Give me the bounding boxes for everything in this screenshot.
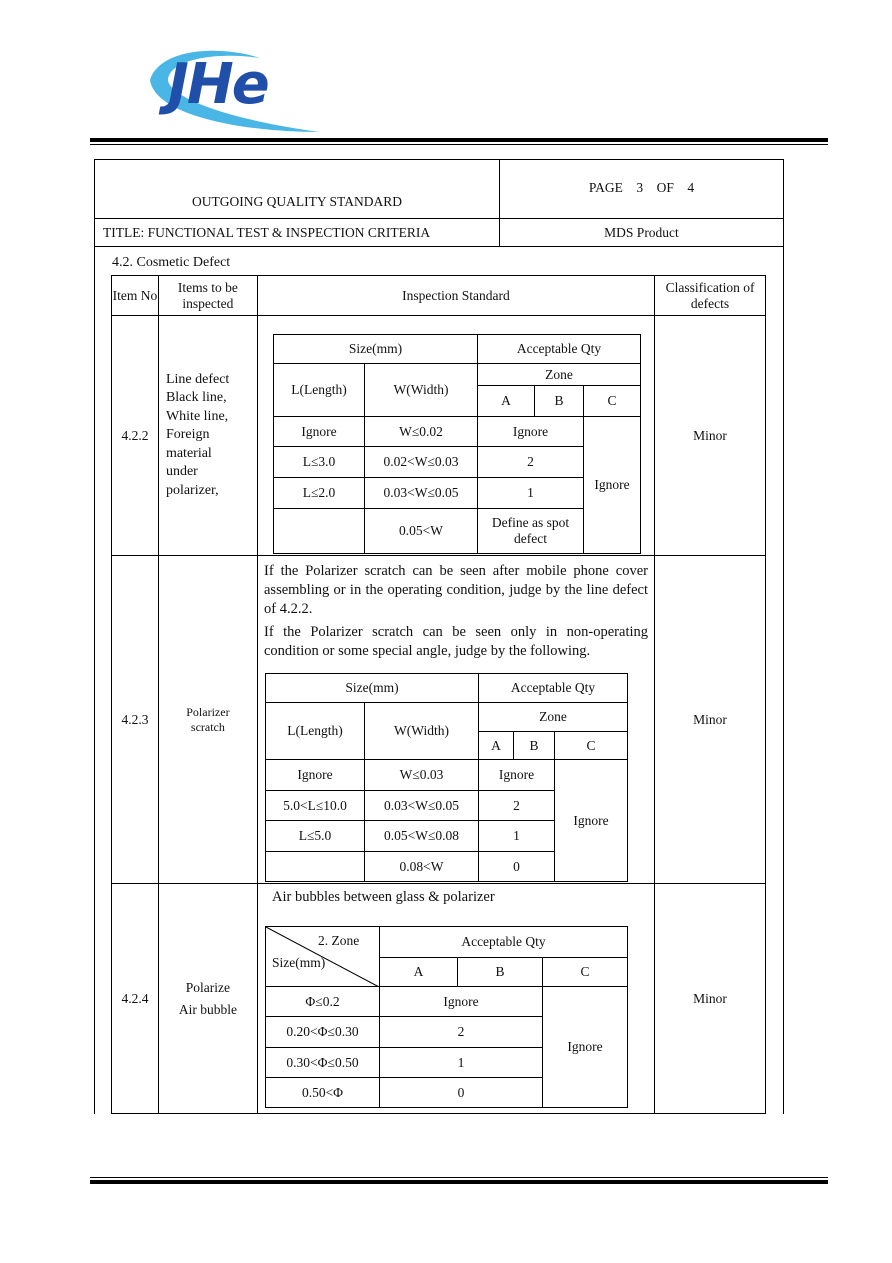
- zone-c: C: [584, 386, 641, 417]
- item-line: polarizer,: [165, 482, 219, 498]
- width-header: W(Width): [365, 364, 478, 417]
- class-423: Minor: [655, 556, 766, 884]
- col-items: Items to be inspected: [158, 276, 257, 316]
- length-cell: [266, 852, 365, 882]
- qty-cell: 1: [478, 478, 584, 509]
- zone-b: B: [514, 732, 555, 760]
- doc-title: OUTGOING QUALITY STANDARD: [95, 160, 500, 219]
- width-cell: 0.05<W≤0.08: [365, 821, 479, 852]
- scratch-para-1: If the Polarizer scratch can be seen after mobile phone cover assembling or in the operating condition, judge by the line defect of 4.2.2.: [264, 563, 648, 617]
- page-indicator: [500, 160, 784, 219]
- page-total: 4: [687, 180, 695, 195]
- zone-a: A: [479, 732, 514, 760]
- item-line: Line defect: [165, 371, 230, 387]
- zone-header: Zone: [479, 703, 628, 732]
- item-line: Black line,: [165, 390, 227, 406]
- bubble-intro: Air bubbles between glass & polarizer: [272, 889, 495, 905]
- acceptable-header: Acceptable Qty: [478, 335, 641, 364]
- class-422: Minor: [655, 316, 766, 556]
- qty-cell: 2: [380, 1017, 543, 1048]
- item-line: scratch: [190, 719, 225, 734]
- zone-c-ignore: Ignore: [584, 417, 641, 554]
- qty-cell: 2: [478, 447, 584, 478]
- length-cell: 5.0<L≤10.0: [266, 791, 365, 821]
- zone-header: Zone: [478, 364, 641, 386]
- item-no-423: 4.2.3: [112, 556, 159, 884]
- width-cell: 0.02<W≤0.03: [365, 447, 478, 478]
- item-line: Polarize: [185, 979, 231, 995]
- page-label: PAGE: [588, 180, 623, 195]
- top-rule-thin: [90, 144, 828, 145]
- item-no-422: 4.2.2: [112, 316, 159, 556]
- size-cell: 0.30<Φ≤0.50: [266, 1048, 380, 1078]
- logo-text: JHe: [168, 52, 268, 117]
- qty-cell: Define as spot defect: [478, 509, 584, 554]
- length-cell: Ignore: [266, 760, 365, 791]
- item-422: [158, 316, 257, 556]
- scratch-para-2: If the Polarizer scratch can be seen only in non-operating condition or some special angle, judge by the following.: [264, 624, 648, 659]
- qty-cell: Ignore: [478, 417, 584, 447]
- zone-b: B: [458, 958, 543, 987]
- width-cell: W≤0.02: [365, 417, 478, 447]
- length-header: L(Length): [274, 364, 365, 417]
- size-cell: 0.20<Φ≤0.30: [266, 1017, 380, 1048]
- col-classification: Classification of defects: [655, 276, 766, 316]
- subtable-422: [273, 334, 641, 554]
- size-cell: Φ≤0.2: [266, 987, 380, 1017]
- zone-c: C: [555, 732, 628, 760]
- zone-corner-label: 2. Zone: [318, 933, 360, 948]
- item-line: Air bubble: [178, 1001, 237, 1017]
- width-cell: 0.05<W: [365, 509, 478, 554]
- qty-cell: 1: [380, 1048, 543, 1078]
- length-cell: L≤3.0: [274, 447, 365, 478]
- item-line: under: [165, 464, 198, 480]
- col-standard: Inspection Standard: [257, 276, 654, 316]
- item-line: Polarizer: [186, 704, 230, 719]
- class-424: Minor: [655, 884, 766, 1114]
- frame-right: [783, 246, 784, 1114]
- length-cell: L≤2.0: [274, 478, 365, 509]
- zone-a: A: [478, 386, 535, 417]
- item-no-424: 4.2.4: [112, 884, 159, 1114]
- width-cell: W≤0.03: [365, 760, 479, 791]
- acceptable-header: Acceptable Qty: [479, 674, 628, 703]
- width-cell: 0.03<W≤0.05: [365, 478, 478, 509]
- zone-c: C: [543, 958, 628, 987]
- diagonal-header: [266, 927, 380, 987]
- size-corner-label: Size(mm): [272, 955, 326, 970]
- header-table: [94, 159, 784, 247]
- length-cell: Ignore: [274, 417, 365, 447]
- zone-c-ignore: Ignore: [555, 760, 628, 882]
- qty-cell: Ignore: [479, 760, 555, 791]
- item-424: [158, 884, 257, 1114]
- item-line: material: [165, 445, 212, 461]
- length-cell: L≤5.0: [266, 821, 365, 852]
- subtable-423: [265, 673, 628, 882]
- size-header: Size(mm): [266, 674, 479, 703]
- width-cell: 0.08<W: [365, 852, 479, 882]
- bottom-rule-thick: [90, 1180, 828, 1184]
- bottom-rule-thin: [90, 1177, 828, 1178]
- item-line: Foreign: [165, 427, 210, 443]
- width-cell: 0.03<W≤0.05: [365, 791, 479, 821]
- frame-left: [94, 246, 95, 1114]
- length-cell: [274, 509, 365, 554]
- size-header: Size(mm): [274, 335, 478, 364]
- item-line: White line,: [165, 408, 229, 424]
- width-header: W(Width): [365, 703, 479, 760]
- doc-subtitle: TITLE: FUNCTIONAL TEST & INSPECTION CRITERIA: [95, 219, 500, 247]
- zone-c-ignore: Ignore: [543, 987, 628, 1108]
- subtable-424: [265, 926, 628, 1108]
- page-number: 3: [636, 180, 644, 195]
- length-header: L(Length): [266, 703, 365, 760]
- company-logo: [140, 40, 340, 140]
- qty-cell: Ignore: [380, 987, 543, 1017]
- product-name: MDS Product: [500, 219, 784, 247]
- qty-cell: 0: [380, 1078, 543, 1108]
- section-title: 4.2. Cosmetic Defect: [112, 255, 231, 270]
- qty-cell: 2: [479, 791, 555, 821]
- item-423: [158, 556, 257, 884]
- qty-cell: 0: [479, 852, 555, 882]
- size-cell: 0.50<Φ: [266, 1078, 380, 1108]
- top-rule-thick: [90, 138, 828, 142]
- zone-b: B: [535, 386, 584, 417]
- zone-a: A: [380, 958, 458, 987]
- acceptable-header: Acceptable Qty: [380, 927, 628, 958]
- qty-cell: 1: [479, 821, 555, 852]
- of-label: OF: [656, 180, 674, 195]
- col-item-no: Item No: [112, 276, 159, 316]
